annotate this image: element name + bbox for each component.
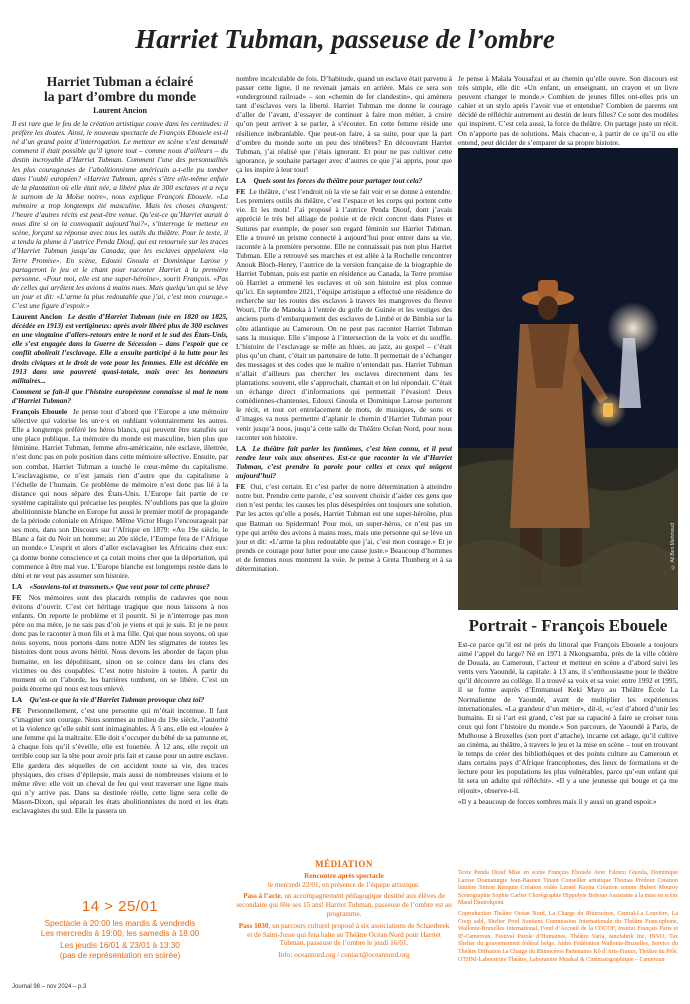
column-1 [12, 74, 228, 892]
pass1030-text: , un parcours culturel proposé à six associations de Schaerbeek et de Saint-Josse qui fera halte au Théâtre Océan Nord pour Harriet Tubman, passeuse de l’ombre le jeudi 16/01. [247, 921, 450, 948]
mediation-box [236, 860, 452, 963]
column-2 [236, 74, 452, 854]
speaker-fe: FE [236, 187, 246, 197]
question-text: «Souviens-toi et transmets.» Que veut pour toi cette phrase? [29, 581, 210, 591]
page-footer: Journal 98 – nov 2024 – p.3 [12, 984, 87, 990]
article-author: Laurent Ancion [93, 106, 147, 115]
mediation-title: MÉDIATION [315, 859, 373, 869]
mediation-subtitle: Rencontre après spectacle [304, 871, 384, 880]
portrait-quote: «Il y a beaucoup de forces sombres mais il y aussi un grand espoir.» [458, 796, 657, 806]
speaker-la: Laurent Ancion [12, 312, 63, 322]
schedule-line: Les mercredis à 19:00, les samedis à 18:00 [40, 929, 200, 938]
speaker-fe: FE [12, 706, 22, 715]
column-3 [458, 74, 678, 146]
pass-text: , un accompagnement pédagogique destiné aux élèves de secondaire qui fête ses 15 ans! Harriet Tubman, passeuse de l’ombre est au programme. [236, 892, 452, 918]
portrait-title: Portrait - François Ebouele [468, 616, 668, 635]
speaker-la: LA [236, 176, 247, 186]
answer-text: nombre incalculable de fois. D’habitude, quand un esclave était parvenu à passer cette ligne, il ne revenait jamais en arrière. Mais ce sera son «underground railroad» – son «chemin de fer clandestin», qui amènera tant d’esclaves vers la liberté. Harriet Tubman me donne le courage d’aller de l’avant, d’essayer de continuer à faire mon métier, à croire qu’on peut arriver à se parler, à s’écouter. En cette femme réside une résilience inébranlable. Que peut-on faire, à sa suite, pour que la part d’ombre du monde sorte un peu des ténèbres? En découvrant Harriet Tubman, j’ai réalisé que j’étais ignorant. Et pour ne pas cultiver cette ignorance, je souhaite partager avec d’autres ce que j’ai appris, pour que ça les inspire à leur tour! [236, 74, 452, 174]
question-text: Comment se fait-il que l’histoire européenne connaisse si mal le nom d’Harriet Tubman? [12, 386, 228, 405]
schedule-line: Les jeudis 16/01 & 23/01 à 13:30 [60, 941, 180, 950]
question-text: Le destin d’Harriet Tubman (née en 1820 ou 1825, décédée en 1913) est vertigineux: après avoir libéré plus de 300 esclaves en une vingtaine d’allers-retours entre le nord et le sud des États-Unis, elle s’est engagée dans la Guerre de Sécession – dans l’espoir que ce conflit abolirait l’esclavage. Elle a ensuite participé à la lutte pour les droits civiques et le droit de vote pour les femmes. Elle est décédée en 1913 dans une pauvreté quasi-totale, mais avec les honneurs militaires... [12, 312, 228, 385]
question-text: Le théâtre fait parler les fantômes, c’est bien connu, et il peut rendre leur voix aux absent·es. Est-ce que raconter la vie d’Harriet Tubman, c’est prendre la parole pour celles et ceux qui mûgent aujourd’hui? [236, 443, 452, 481]
portrait-body [458, 640, 678, 866]
pass1030-label: Pass 1030 [238, 921, 269, 930]
page-title: Harriet Tubman, passeuse de l’ombre [135, 24, 555, 54]
production-credits [458, 870, 678, 967]
speaker-la: LA [236, 443, 247, 453]
answer-text: Nos mémoires sont des placards remplis de cadavres que nous évitons d’ouvrir. C’est cet héritage tragique que nous laissons à nos enfants. On reporte le problème et il pourrit. Si je n’interroge pas mon père ou ma mère, je ne sais pas d’où je viens et qui je suis. Et je ne peux donc pas le raconter à mon fils et à ma fille. Qui que nous soyons, où que nous soyons, nous portons dans notre ADN les stigmates de toutes les histoires dont nous avons hérité. Nous devons les aborder de façon plus humaine, en les dépolitisant, sinon on se coince dans les clans des victimes ou des coupables. C’est notre histoire à toutes. À partir du moment où on l’aborde, les barrières tombent, on se libère. C’est un poids énorme qui nous est tous enlevé. [12, 592, 228, 693]
performance-photo [458, 148, 678, 610]
schedule-line: Spectacle à 20:00 les mardis & vendredis [44, 919, 196, 928]
mediation-info[interactable]: Info: oceannord.org / contact@oceannord.org [278, 951, 410, 960]
speaker-la: LA [12, 694, 23, 704]
answer-text: Personnellement, c’est une personne qui m’était inconnue. Il faut s’imaginer son courage. Nous sommes au milieu du 19e siècle, l’autorité et la violence qu’elle subit sont inimaginables. À 5 ans, elle est «louée» à une femme qui la maltraite. Elle doit s’occuper du bébé de sa patronne et, à chaque fois qu’il s’éveille, elle est fouettée. À 12 ans, elle reçoit un terrible coup sur la tête pour avoir pris fait et cause pour un autre esclave. Elle gardera des séquelles de cet accident toute sa vie, des traces physiques, des crises d’épilepsie, mais aussi de nombreuses visions et le même rêve: elle voit un cheval de feu qui veut traverser une ligne mais qui n’y arrive pas. Dans sa destinée réelle, cette ligne sera celle de Mason-Dixon, qui séparait les états abolitionnistes du nord et les états esclavagistes du sud. Elle la passera un [12, 706, 228, 816]
speaker-fe: François Ebouele [12, 407, 68, 416]
portrait-text: Est-ce parce qu’il est né près du littoral que François Ebouele a toujours aimé l’appel du large? Né en 1971 à Nkongsamba, près de la ville côtière de Douala, au Cameroun, l’acteur et metteur en scène a d’abord suivi les vents vers Yaoundé, la capitale: à 13 ans, il s’enthousiasme pour le théâtre qu’il découvre au collège. Il a trouvé sa voix et sa voie: entre 1992 et 1995, il se forme auprès d’Emmanuel Keki Mayo au Théâtre École La Normalienne de Yaoundé, avant de multiplier les expériences internationales. «La grandeur d’un métier», dit-il, «c’est d’abord d’unir les humains. Et si l’art est grand, c’est par sa capacité à faire se croiser tous ceux qui font l’histoire du monde.» Son parcours, de Yaoundé à Paris, de Mulhouse à Bruxelles (son port d’attache), incarne cet adage, qu’il cultive au cinéma, au théâtre, à travers le jeu et la mise en scène – tout en trouvant le temps de créer des bibliothèques et des points culture au Cameroun et dans certains pays d’Afrique francophones, des lieux de formations et de lecture pour les populations les plus vulnérables, parce qu’«un enfant qui lit sera un adulte qui réfléchit». «Il y a une jeunesse qui bouge et ça me réjouit», observe-t-il. [458, 640, 678, 795]
performance-dates [12, 898, 228, 961]
question-text: Qu’est-ce que la vie d’Harriet Tubman provoque chez toi? [29, 694, 205, 704]
answer-text: Le théâtre, c’est l’endroit où la vie se fait voir et se donne à entendre. Les premiers outils du théâtre, c’est l’espace et les corps qui portent cette vie. Et les mots! J’ai proposé à l’autrice Penda Diouf, dont j’avais apprécié le très bel alliage de poésie et de récit concret dans Pistes et Sutures par exemple, de poser son regard féminin sur Harriet Tubman. Elle a trouvé un prisme connecté à aujourd’hui pour entrer dans sa vie, racontée à la première personne. Elle ne connaissait pas non plus Harriet Tubman. Elle a retrouvé ses marches et est allée à la Rochelle rencontrer Anouk Bloch-Henry, l’autrice de la version française de la biographie de Harriet Tubman, puis est partie en résidence au Canada, la Terre promise où Harriet a emmené les esclaves et où son histoire est plus connue qu’ici. En septembre 2021, l’équipe artistique a effectué une résidence de recherche sur les routes des esclaves à travers les mangroves du fleuve Wouri, l’île de Manoka à l’entrée du golfe de Guinée et les vestiges des anciens ports d’embarquement des esclaves de Limbé et de Bimbia sur la côte atlantique au Cameroun. On ne peut pas raconter Harriet Tubman sans la musique. Elle s’impose à l’intersection de la voix et du souffle. L’histoire de l’esclavage se mêle au blues, au jazz, au gospel – c’était plus qu’un chant, c’était un partenaire de lutte. Il permettait de s’échanger des messages et des codes que le maître n’entendait pas. Harriet Tubman n’allait d’ailleurs pas chercher les esclaves directement dans les plantations: souvent, elle s’approchait, chantait et on lui répondait. C’était un échange direct d’informations qui permettait l’évasion! Deux comédiennes-chanteuses, Edouxi Gnoula et Dominique Larose porteront le récit, et tout cet entrelacement de mots, de musiques, de sons et d’images va nous permettre d’aplanir le chemin d’Harriet Tubman pour venir jusqu’à nous, jusqu’à cette salle du Théâtre Océan Nord, pour nous raconter son histoire. [236, 187, 452, 442]
answer-text: Je pense tout d’abord que l’Europe a une mémoire sélective qui valorise les un·e·s en oubliant volontairement les autres. Elle a longtemps préféré les héros blancs, qui peuvent être statufiés sur une place publique. La mémoire du monde est masculine, bien plus que féminine. Harriet Tubman, femme afro-américaine, née esclave, illettrée, n’est donc pas en pole position dans cette mémoire sélective. Ensuite, par son combat, Harriet Tubman a touché le cœur-même du capitalisme. L’esclavagisme, ce n’est jamais rien d’autre que du capitalisme à l’échelle de l’humain. Ce problème de mémoire n’est donc pas lié à la distance qui nous sépare des États-Unis. L’Europe fait partie de ce système capitaliste qui précarise les peuples. N’oublions pas que la gloire abolitionniste blanche en Europe fut aussi le premier motif de propagande de la période coloniale en Afrique. Même Victor Hugo l’encourageait par ses mots, dans son Discours sur l’Afrique en 1879: «Au 19e siècle, le Blanc a fait du Noir un homme; au 20e siècle, l’Europe fera de l’Afrique un monde.» L’esprit et alors d’aller esclavagiser les Africains chez eux: ça donne bonne conscience et ça cotait moins cher que la déportation, qui commence à être mal vue. L’Europe blanche est longtemps restée dans le déni et ne veut pas assumer son histoire. [12, 407, 228, 580]
answer-text: Oui, c’est certain. Et c’est parler de notre détermination à atteindre notre but. Prendre cette parole, c’est souvent choisir d’aider ces gens que rien n’est perdu: les causes les plus désespérées ont toujours une solution. Par les actes qu’elle a posés, Harriet Tubman est une super-héroïne, plus que Batman ou Spiderman! Pour moi, un super-héros, ce n’est pas un type qui arrête des avions à mains nues, mais une personne qui se lève un jour et dit: «L’arme la plus redoutable que j’ai, c’est mon courage.» Et je prends ce courage pour lutter pour une cause juste.» Beaucoup d’hommes et de femmes nous montrent la voie. Je pense à Greta Thunberg et à sa détermination. [236, 482, 452, 573]
speaker-fe: FE [236, 482, 246, 492]
mediation-line: le mercredi 22/01, en présence de l’équipe artistique. [267, 880, 421, 889]
credits-cast: Texte Penda Diouf Mise en scène François Ebouele Avec Edouxi Gnoula, Dominique Larose Dramaturgie Jean-Bastien Tinant Conseiller artistique Thomas Prédour Création lumière Simon Renquin Création vidéo Lionel Ravira Création sonore Hubert Mouroy Scénographie Sophie Carlier Chorégraphie Hippolyte Bohouo Assistante à la mise en scène Maud Dautrekpont [458, 870, 678, 907]
photo-illustration [458, 148, 678, 610]
schedule-line: (pas de représentation en soirée) [59, 951, 181, 960]
article-intro: Il est rare que le feu de la création artistique couve dans les certitudes: il préfère les doutes. Ainsi, le nouveau spectacle de François Ebouele est-il né d’un grand point d’interrogation. Le metteur en scène s’est demandé comment il était possible qu’il ignore tout – comme nous d’ailleurs – du destin incroyable d’Harriet Tubman. Comment l’une des personnalités les plus courageuses de l’abolitionnisme américain a-t-elle pu tomber dans l’oubli européen? «Harriet Tubman, après s’être elle-même enfuie de la plantation où elle était née, a libéré plus de 300 esclaves et a reçu le surnom de la Moïse noire», nous explique François Ebouele. «La mémoire a trop longtemps été masculine. Mais les choses changent: l’heure d’autres récits est peut-être venue. Qu’est-ce qu’Harriet aurait à nous dire si on la convoquait aujourd’hui?», s’interroge le metteur en scène, forçant sa réponse avec tous les outils du théâtre. Pour le texte, il a tendu la plume à l’autrice Penda Diouf, qui est retournée sur les traces d’Harriet Tubman jusqu’au Canada, que les esclaves appelaient «la Terre Promise». En scène, Edouxi Gnoula et Dominique Larose y partageront le jeu et le chant pour raconter Harriet à la première personne. «Pour moi, elle est une super-héroïne», sourit François. «Pas de celles qui arrêtent les avions à mains nues. Mais quelqu’un qui se lève un jour et dit: «L’arme la plus redoutable que j’ai, c’est mon courage.» C’est une figure d’espoir.» [12, 119, 228, 310]
credits-partners: Coproduction Théâtre Océan Nord, La Charge du Rhinocéros, Central-La Louvière, La Coop asbl, Shelter Prod Soutiens Commission Internationale du Théâtre Francophone, Wallonie-Bruxelles International, Fond d’Accueil de la COCOF, Institut Français Paris et IF-Cameroun, Festival Parole d’Humaines, Théâtre Varia, tanzfabrik Inc, INVO, Tax Shelter du gouvernement fédéral belge. Aides Fédération Wallonie-Bruxelles, Service du Théâtre Diffusion La Charge du Rhinocéros Partenaires Kô d’Arts-France, Théâtre du Pélé, OTHNI-Laboratoire Théâtre, Laboratoire Musikal & Cinématographique – Cameroun [458, 910, 678, 963]
question-text: Quels sont les forces du théâtre pour partager tout cela? [253, 176, 423, 186]
answer-text: Je pense à Malala Yousafzai et au chemin qu’elle ouvre. Son discours est très simple, elle dit: «Un enfant, un enseignant, un crayon et un livre peuvent changer le monde.» Combien de jeunes filles ont-elles pris un cahier et un stylo après l’avoir vue et entendue? Combien de parents ont décidé de réfléchir autrement au destin de leurs filles? Ce sont des modèles qui inspirent. C’est cela aussi, la force du théâtre. On partage juste un récit. On n’apporte pas de solutions. Mais chacun·e, à partir de ce qu’il ou elle entend, peut décider de s’emparer de sa propre histoire. [458, 74, 678, 146]
article-title-line-2: la part d’ombre du monde [43, 89, 196, 104]
article-title-line-1: Harriet Tubman a éclairé [46, 74, 194, 89]
speaker-la: LA [12, 581, 23, 591]
photo-credit: © Ali Ben Mahmoud [670, 523, 676, 570]
speaker-fe: FE [12, 592, 22, 602]
pass-label: Pass à l’acte [243, 892, 281, 901]
date-range: 14 > 25/01 [81, 898, 159, 915]
